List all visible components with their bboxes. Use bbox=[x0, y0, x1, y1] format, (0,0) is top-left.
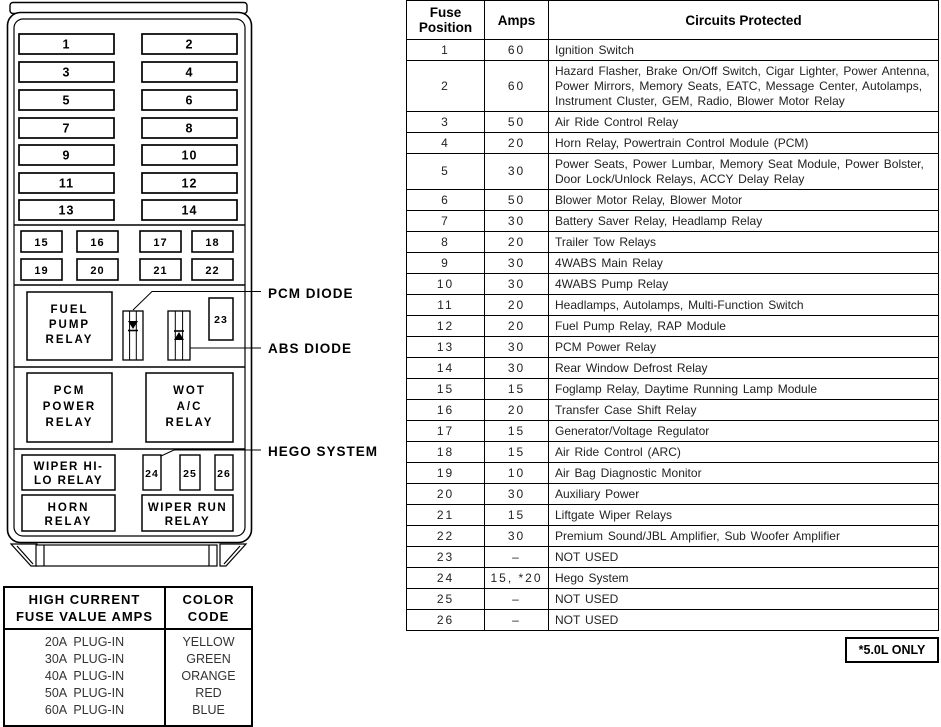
wot-ac-relay-label-1: WOT bbox=[173, 385, 206, 397]
horn-relay-label-2: RELAY bbox=[44, 516, 93, 528]
fuse-25-label: 25 bbox=[183, 468, 197, 480]
table-row bbox=[407, 400, 939, 421]
circuits-cell: Fuel Pump Relay, RAP Module bbox=[549, 316, 939, 337]
fuel-pump-relay-label-3: RELAY bbox=[45, 334, 94, 346]
fuse-21-label: 21 bbox=[153, 265, 168, 277]
amps-cell: 50 bbox=[485, 112, 549, 133]
legend-header-fuse-value bbox=[4, 587, 165, 629]
wiper-hilo-relay-label-1: WIPER HI- bbox=[33, 461, 104, 473]
table-row bbox=[407, 112, 939, 133]
abs-diode-callout: ABS DIODE bbox=[268, 341, 353, 356]
amps-cell: – bbox=[485, 589, 549, 610]
legend-fuse-value: 60A PLUG-IN bbox=[44, 703, 125, 717]
circuits-cell: Trailer Tow Relays bbox=[549, 232, 939, 253]
legend-header-color-code bbox=[165, 587, 252, 629]
fuse-8-label: 8 bbox=[185, 121, 194, 136]
table-row bbox=[407, 421, 939, 442]
header-fuse-position bbox=[407, 1, 485, 40]
amps-cell: 20 bbox=[485, 316, 549, 337]
fuse-position-cell: 10 bbox=[407, 274, 485, 295]
fuse-23-label: 23 bbox=[214, 314, 228, 326]
fuse-16-label: 16 bbox=[90, 237, 105, 249]
amps-cell: 30 bbox=[485, 274, 549, 295]
amps-cell: 30 bbox=[485, 337, 549, 358]
fuse-position-cell: 6 bbox=[407, 190, 485, 211]
table-row bbox=[407, 358, 939, 379]
pcm-diode-callout: PCM DIODE bbox=[268, 286, 354, 301]
fuse-position-cell: 9 bbox=[407, 253, 485, 274]
fuse-20-label: 20 bbox=[90, 265, 105, 277]
fuse-2-label: 2 bbox=[185, 37, 194, 52]
fuse-position-cell: 4 bbox=[407, 133, 485, 154]
circuits-cell: Blower Motor Relay, Blower Motor bbox=[549, 190, 939, 211]
wiper-hilo-relay-label-2: LO RELAY bbox=[33, 475, 104, 487]
amps-cell: 10 bbox=[485, 463, 549, 484]
fuse-position-cell: 3 bbox=[407, 112, 485, 133]
legend-header-fuse-value-line2: FUSE VALUE AMPS bbox=[15, 609, 154, 624]
table-row bbox=[407, 316, 939, 337]
fuse-position-cell: 15 bbox=[407, 379, 485, 400]
legend-header-color-code-line1: COLOR bbox=[182, 592, 235, 607]
fuse-position-cell: 21 bbox=[407, 505, 485, 526]
circuits-cell: Hazard Flasher, Brake On/Off Switch, Cigar Lighter, Power Antenna, Power Mirrors, Memory Seats, EATC, Message Center, Autolamps, Instrument Cluster, GEM, Radio, Blower Motor Relay bbox=[549, 61, 939, 112]
legend-body-row bbox=[4, 629, 252, 726]
table-row bbox=[407, 484, 939, 505]
table-row bbox=[407, 610, 939, 631]
circuits-cell: Transfer Case Shift Relay bbox=[549, 400, 939, 421]
fuse-position-cell: 22 bbox=[407, 526, 485, 547]
circuits-cell: PCM Power Relay bbox=[549, 337, 939, 358]
fuse-position-cell: 1 bbox=[407, 40, 485, 61]
horn-relay-label-1: HORN bbox=[47, 502, 90, 514]
fuse-position-cell: 23 bbox=[407, 547, 485, 568]
circuits-cell: Rear Window Defrost Relay bbox=[549, 358, 939, 379]
circuits-cell: Horn Relay, Powertrain Control Module (PCM) bbox=[549, 133, 939, 154]
amps-cell: 15, *20 bbox=[485, 568, 549, 589]
fuse-1-label: 1 bbox=[62, 37, 71, 52]
fuse-12-label: 12 bbox=[181, 176, 198, 191]
fuse-position-cell: 13 bbox=[407, 337, 485, 358]
fuse-14-label: 14 bbox=[181, 203, 198, 218]
fuse-position-cell: 12 bbox=[407, 316, 485, 337]
circuits-cell: Air Bag Diagnostic Monitor bbox=[549, 463, 939, 484]
wot-ac-relay-label-3: RELAY bbox=[165, 417, 214, 429]
fuse-15-label: 15 bbox=[34, 237, 49, 249]
legend-color-code: GREEN bbox=[186, 652, 231, 666]
circuits-cell: NOT USED bbox=[549, 589, 939, 610]
circuits-cell: Power Seats, Power Lumbar, Memory Seat Module, Power Bolster, Door Lock/Unlock Relays, ACCY Delay Relay bbox=[549, 154, 939, 190]
fuse-position-cell: 11 bbox=[407, 295, 485, 316]
legend-color-code: ORANGE bbox=[181, 669, 236, 683]
fuse-position-cell: 19 bbox=[407, 463, 485, 484]
circuits-cell: Ignition Switch bbox=[549, 40, 939, 61]
table-row bbox=[407, 505, 939, 526]
wot-ac-relay-label-2: A/C bbox=[176, 401, 203, 413]
amps-cell: 50 bbox=[485, 190, 549, 211]
amps-cell: 15 bbox=[485, 421, 549, 442]
amps-cell: – bbox=[485, 610, 549, 631]
fuse-9-label: 9 bbox=[62, 148, 71, 163]
amps-cell: 15 bbox=[485, 379, 549, 400]
panel-bottom-tab bbox=[11, 544, 246, 566]
table-row bbox=[407, 379, 939, 400]
table-row bbox=[407, 589, 939, 610]
circuits-cell: Premium Sound/JBL Amplifier, Sub Woofer Amplifier bbox=[549, 526, 939, 547]
fuel-pump-relay-label-2: PUMP bbox=[48, 319, 91, 331]
circuits-cell: Air Ride Control (ARC) bbox=[549, 442, 939, 463]
fuse-table bbox=[406, 0, 939, 631]
legend-fuse-value: 20A PLUG-IN bbox=[44, 635, 125, 649]
amps-cell: 30 bbox=[485, 358, 549, 379]
header-amps: Amps bbox=[485, 1, 549, 40]
fuse-position-cell: 24 bbox=[407, 568, 485, 589]
pcm-power-relay-label-3: RELAY bbox=[45, 417, 94, 429]
fuse-position-cell: 26 bbox=[407, 610, 485, 631]
table-row bbox=[407, 40, 939, 61]
fuse-19-label: 19 bbox=[34, 265, 49, 277]
fuse-22-label: 22 bbox=[205, 265, 220, 277]
wiper-run-relay-label-2: RELAY bbox=[164, 516, 211, 528]
fuel-pump-relay-label-1: FUEL bbox=[50, 304, 89, 316]
fuse-position-cell: 8 bbox=[407, 232, 485, 253]
fuse-7-label: 7 bbox=[62, 121, 71, 136]
circuits-cell: Headlamps, Autolamps, Multi-Function Switch bbox=[549, 295, 939, 316]
table-row bbox=[407, 274, 939, 295]
amps-cell: 30 bbox=[485, 484, 549, 505]
header-circuits-protected: Circuits Protected bbox=[549, 1, 939, 40]
fuse-4-label: 4 bbox=[185, 65, 194, 80]
amps-cell: 60 bbox=[485, 61, 549, 112]
circuits-cell: Generator/Voltage Regulator bbox=[549, 421, 939, 442]
legend-color-code: BLUE bbox=[192, 703, 225, 717]
table-row bbox=[407, 547, 939, 568]
circuits-cell: NOT USED bbox=[549, 547, 939, 568]
legend-fuse-value: 50A PLUG-IN bbox=[44, 686, 125, 700]
fuse-13-label: 13 bbox=[58, 203, 75, 218]
fuse-position-cell: 18 bbox=[407, 442, 485, 463]
table-row bbox=[407, 133, 939, 154]
fuse-position-cell: 17 bbox=[407, 421, 485, 442]
table-row bbox=[407, 463, 939, 484]
table-row bbox=[407, 295, 939, 316]
amps-cell: 30 bbox=[485, 211, 549, 232]
wiper-run-relay-label-1: WIPER RUN bbox=[147, 502, 228, 514]
circuits-cell: Auxiliary Power bbox=[549, 484, 939, 505]
fuse-position-cell: 5 bbox=[407, 154, 485, 190]
amps-cell: 20 bbox=[485, 400, 549, 421]
table-row bbox=[407, 232, 939, 253]
table-row bbox=[407, 337, 939, 358]
header-fuse-position-line1: Fuse bbox=[429, 5, 462, 20]
amps-cell: 30 bbox=[485, 154, 549, 190]
amps-cell: 30 bbox=[485, 253, 549, 274]
circuits-cell: 4WABS Pump Relay bbox=[549, 274, 939, 295]
amps-cell: 20 bbox=[485, 232, 549, 253]
fuse-5-label: 5 bbox=[62, 93, 71, 108]
fuse-position-cell: 7 bbox=[407, 211, 485, 232]
table-row bbox=[407, 154, 939, 190]
table-row bbox=[407, 61, 939, 112]
fuse-10-label: 10 bbox=[181, 148, 198, 163]
table-row bbox=[407, 526, 939, 547]
legend-header-row bbox=[4, 587, 252, 629]
amps-cell: – bbox=[485, 547, 549, 568]
fuse-position-cell: 16 bbox=[407, 400, 485, 421]
amps-cell: 60 bbox=[485, 40, 549, 61]
amps-cell: 20 bbox=[485, 133, 549, 154]
fuse-17-label: 17 bbox=[153, 237, 168, 249]
circuits-cell: NOT USED bbox=[549, 610, 939, 631]
circuits-cell: Hego System bbox=[549, 568, 939, 589]
fuse-position-cell: 20 bbox=[407, 484, 485, 505]
legend-header-color-code-line2: CODE bbox=[187, 609, 230, 624]
fuse-11-label: 11 bbox=[58, 176, 75, 191]
table-row bbox=[407, 211, 939, 232]
pcm-power-relay-label-2: POWER bbox=[42, 401, 97, 413]
legend-fuse-values bbox=[4, 629, 165, 726]
fuse-26-label: 26 bbox=[217, 468, 231, 480]
fuse-6-label: 6 bbox=[185, 93, 194, 108]
table-row bbox=[407, 190, 939, 211]
table-row bbox=[407, 568, 939, 589]
circuits-cell: Foglamp Relay, Daytime Running Lamp Module bbox=[549, 379, 939, 400]
legend-color-code: YELLOW bbox=[182, 635, 235, 649]
hego-system-callout: HEGO SYSTEM bbox=[268, 444, 379, 459]
legend-header-fuse-value-line1: HIGH CURRENT bbox=[28, 592, 141, 607]
amps-cell: 15 bbox=[485, 505, 549, 526]
fuse-3-label: 3 bbox=[62, 65, 71, 80]
circuits-cell: Battery Saver Relay, Headlamp Relay bbox=[549, 211, 939, 232]
table-row bbox=[407, 253, 939, 274]
footnote-5point0L-only: *5.0L ONLY bbox=[845, 637, 939, 663]
fuse-table-header-row bbox=[407, 1, 939, 40]
amps-cell: 20 bbox=[485, 295, 549, 316]
table-row bbox=[407, 442, 939, 463]
fuse-24-label: 24 bbox=[145, 468, 159, 480]
amps-cell: 15 bbox=[485, 442, 549, 463]
circuits-cell: Air Ride Control Relay bbox=[549, 112, 939, 133]
high-current-fuse-legend bbox=[3, 586, 253, 727]
fuse-position-cell: 25 bbox=[407, 589, 485, 610]
amps-cell: 30 bbox=[485, 526, 549, 547]
header-fuse-position-line2: Position bbox=[418, 20, 473, 35]
legend-fuse-value: 30A PLUG-IN bbox=[44, 652, 125, 666]
circuits-cell: Liftgate Wiper Relays bbox=[549, 505, 939, 526]
fuse-position-cell: 2 bbox=[407, 61, 485, 112]
legend-color-code: RED bbox=[195, 686, 222, 700]
fuse-position-cell: 14 bbox=[407, 358, 485, 379]
fuse-panel-diagram bbox=[0, 0, 405, 580]
circuits-cell: 4WABS Main Relay bbox=[549, 253, 939, 274]
fuse-18-label: 18 bbox=[205, 237, 220, 249]
legend-color-codes bbox=[165, 629, 252, 726]
pcm-power-relay-label-1: PCM bbox=[53, 385, 86, 397]
legend-fuse-value: 40A PLUG-IN bbox=[44, 669, 125, 683]
